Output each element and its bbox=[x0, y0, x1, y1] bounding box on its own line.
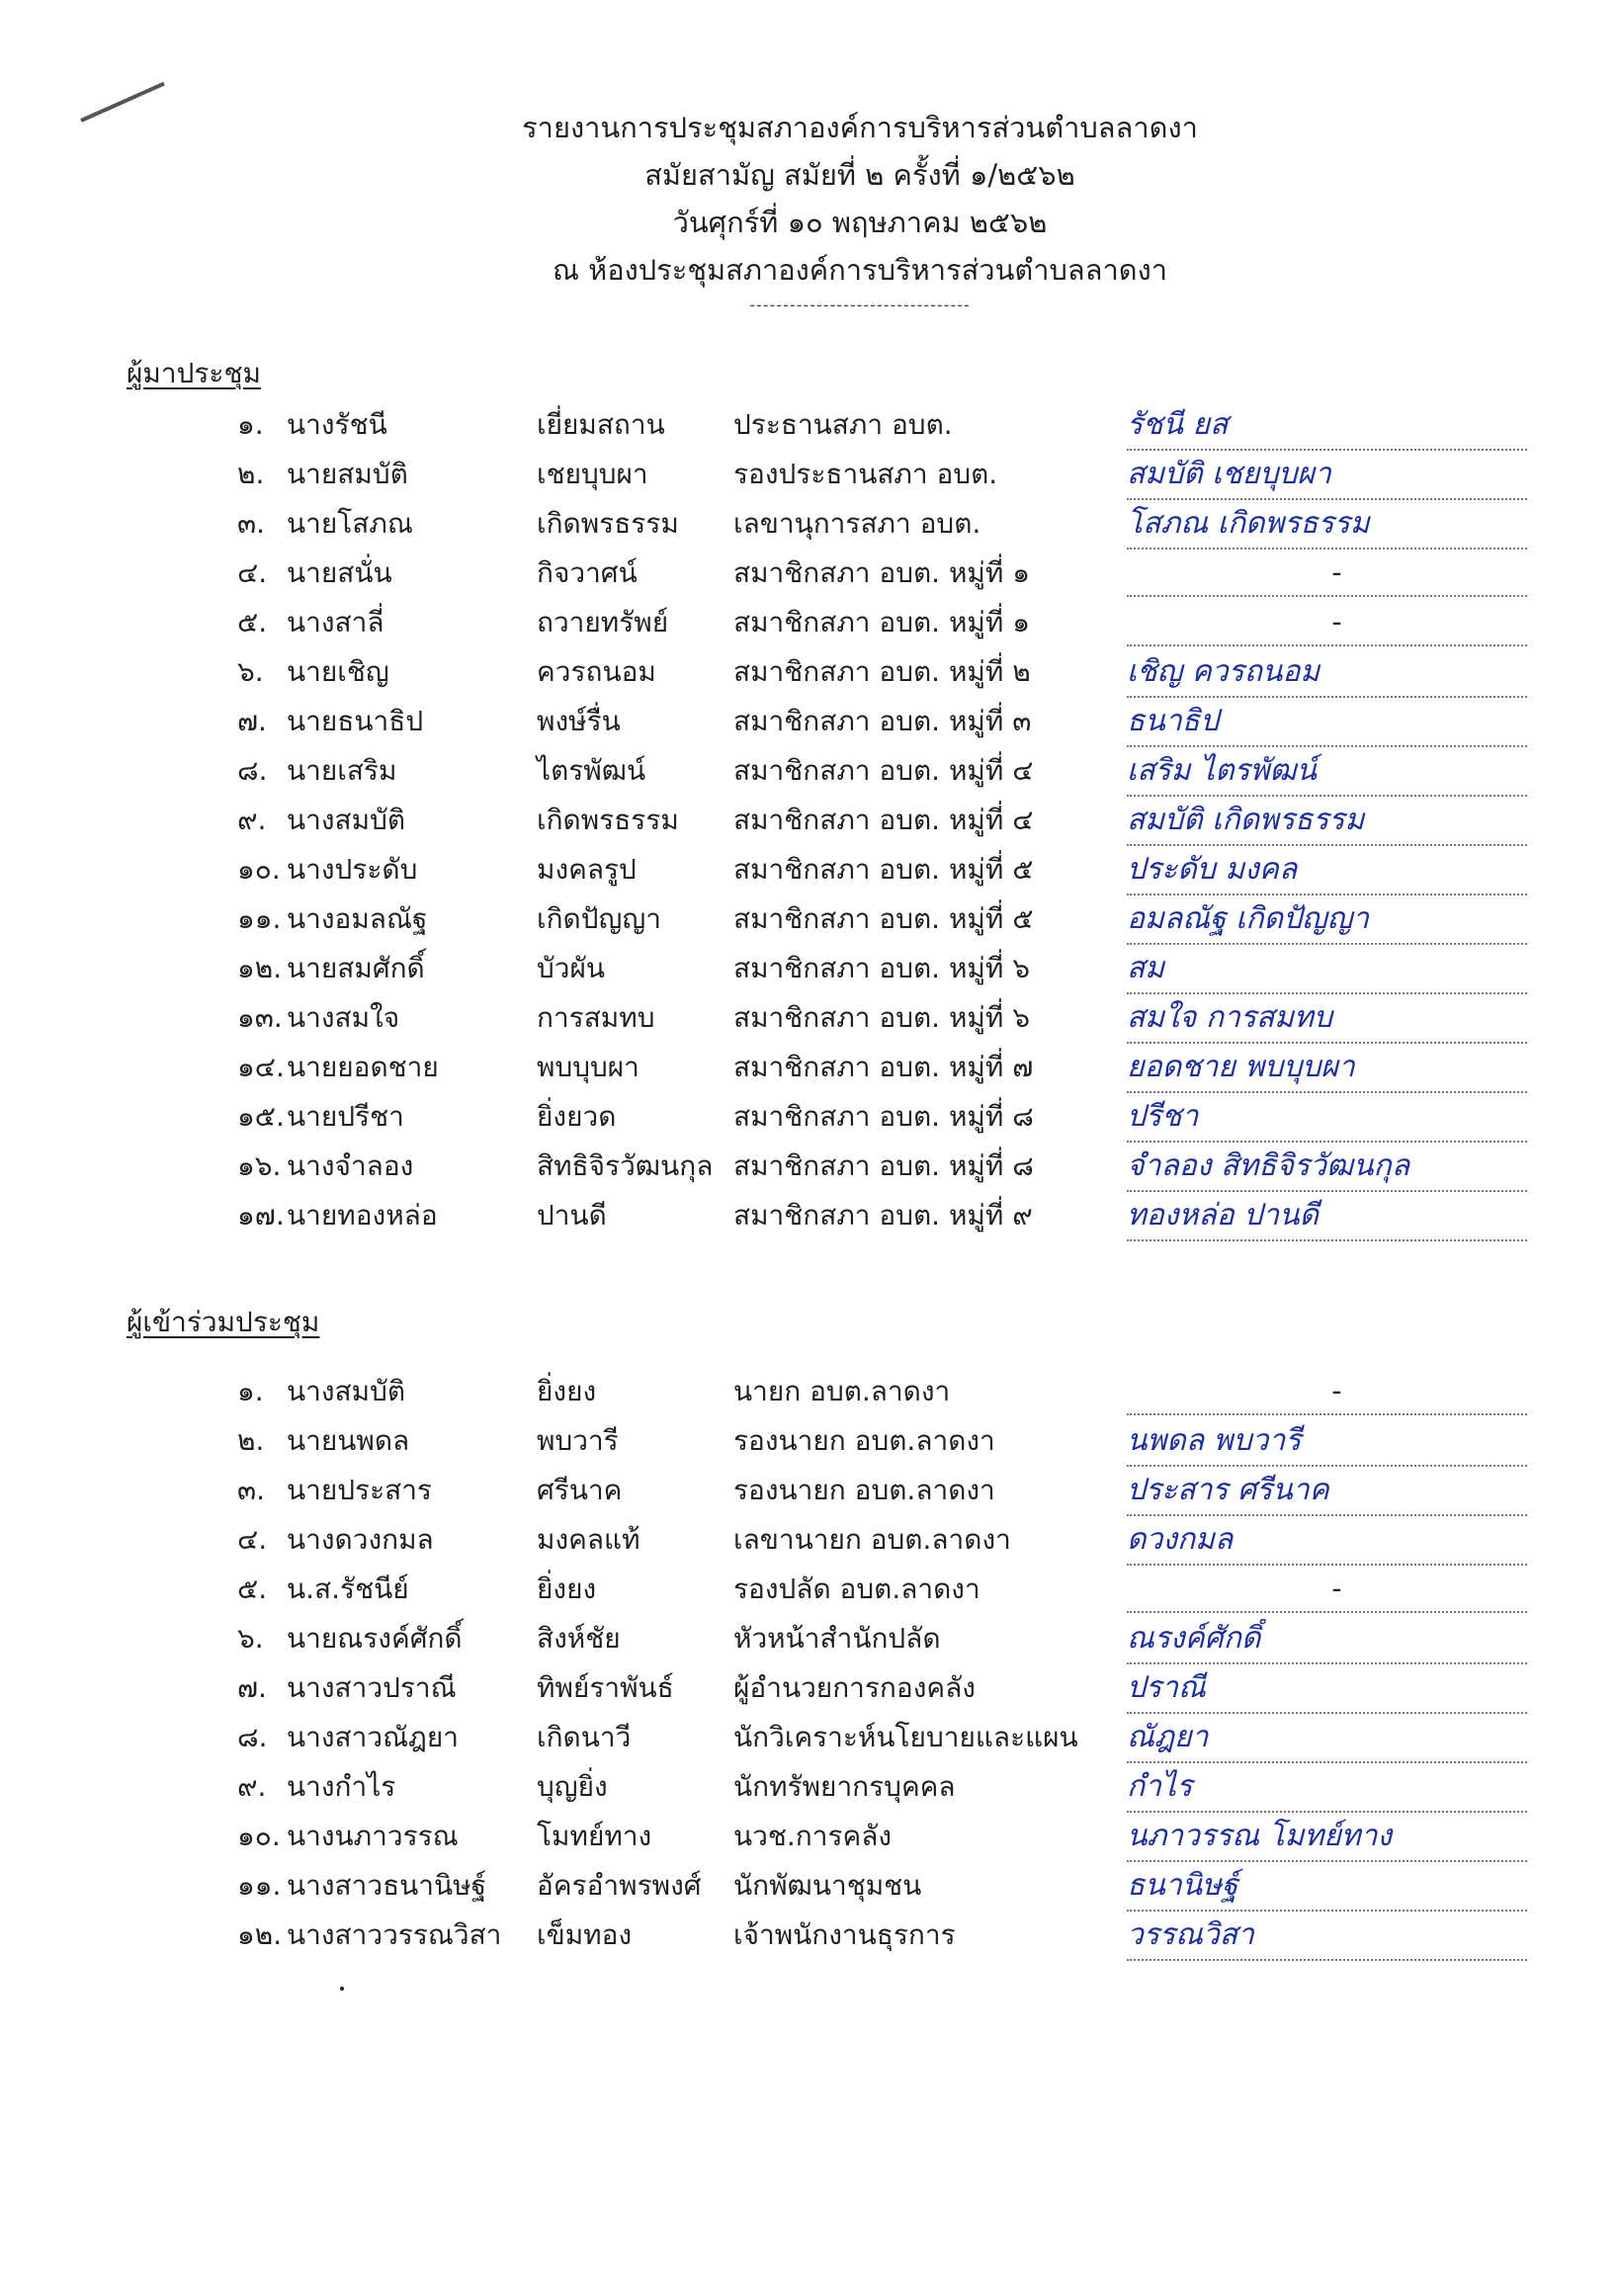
row-number: ๙. bbox=[237, 1770, 267, 1803]
first-name: นายนพดล bbox=[287, 1424, 410, 1457]
position: รองนายก อบต.ลาดงา bbox=[733, 1424, 995, 1457]
last-name: เชยบุบผา bbox=[537, 458, 648, 490]
header-date: วันศุกร์ที่ ๑๐ พฤษภาคม ๒๕๖๒ bbox=[672, 206, 1048, 239]
position: สมาชิกสภา อบต. หมู่ที่ ๖ bbox=[733, 952, 1031, 984]
row-number: ๒. bbox=[237, 458, 265, 490]
header-title: รายงานการประชุมสภาองค์การบริหารส่วนตำบลลาดงา bbox=[522, 111, 1198, 144]
table-row bbox=[0, 949, 1619, 998]
last-name: กิจวาศน์ bbox=[537, 556, 638, 589]
row-number: ๘. bbox=[237, 754, 268, 787]
last-name: ควรถนอม bbox=[537, 655, 656, 688]
table-row bbox=[0, 1817, 1619, 1866]
header-rule: --------------------------------- bbox=[749, 296, 971, 314]
first-name: นายปรีชา bbox=[287, 1100, 404, 1133]
position: เลขานายก อบต.ลาดงา bbox=[733, 1523, 1011, 1556]
row-number: ๑๖. bbox=[237, 1149, 282, 1182]
row-number: ๓. bbox=[237, 507, 266, 540]
table-row bbox=[0, 455, 1619, 504]
last-name: เกิดปัญญา bbox=[537, 902, 661, 935]
first-name: นางประดับ bbox=[287, 853, 418, 886]
position: สมาชิกสภา อบต. หมู่ที่ ๗ bbox=[733, 1051, 1034, 1083]
signature: ประสาร ศรีนาค bbox=[1127, 1471, 1527, 1516]
first-name: นายเชิญ bbox=[287, 655, 389, 688]
table-row bbox=[0, 1520, 1619, 1570]
header-session: สมัยสามัญ สมัยที่ ๒ ครั้งที่ ๑/๒๕๖๒ bbox=[644, 158, 1075, 192]
first-name: นางสาวปราณี bbox=[287, 1671, 457, 1704]
first-name: นางรัชนี bbox=[287, 408, 387, 441]
position: สมาชิกสภา อบต. หมู่ที่ ๔ bbox=[733, 754, 1034, 787]
signature: เสริม ไตรพัฒน์ bbox=[1127, 751, 1527, 797]
position: นักวิเคราะห์นโยบายและแผน bbox=[733, 1721, 1078, 1753]
first-name: นางสมใจ bbox=[287, 1001, 400, 1034]
position: สมาชิกสภา อบต. หมู่ที่ ๘ bbox=[733, 1100, 1034, 1133]
table-row bbox=[0, 553, 1619, 603]
table-row bbox=[0, 603, 1619, 652]
row-number: ๖. bbox=[237, 1622, 264, 1655]
position: รองนายก อบต.ลาดงา bbox=[733, 1474, 995, 1506]
position: เจ้าพนักงานธุรการ bbox=[733, 1918, 956, 1951]
signature: ประดับ มงคล bbox=[1127, 850, 1527, 895]
table-row bbox=[0, 1570, 1619, 1619]
row-number: ๑๑. bbox=[237, 902, 282, 935]
signature: ยอดชาย พบบุบผา bbox=[1127, 1048, 1527, 1093]
last-name: อัครอำพรพงศ์ bbox=[537, 1869, 702, 1902]
last-name: เยี่ยมสถาน bbox=[537, 408, 665, 441]
last-name: พบบุบผา bbox=[537, 1051, 639, 1083]
last-name: พบวารี bbox=[537, 1424, 619, 1457]
last-name: บัวผัน bbox=[537, 952, 606, 984]
position: ประธานสภา อบต. bbox=[733, 408, 953, 441]
first-name: นางสมบัติ bbox=[287, 1375, 406, 1407]
row-number: ๒. bbox=[237, 1424, 265, 1457]
table-row bbox=[0, 405, 1619, 455]
first-name: นางสมบัติ bbox=[287, 804, 406, 836]
signature: ดวงกมล bbox=[1127, 1520, 1527, 1566]
row-number: ๑๐. bbox=[237, 853, 281, 886]
table-row bbox=[0, 1471, 1619, 1520]
first-name: นางจำลอง bbox=[287, 1149, 414, 1182]
signature: อมลณัฐ เกิดปัญญา bbox=[1127, 899, 1527, 945]
signature: ธนาธิป bbox=[1127, 702, 1527, 747]
table-row bbox=[0, 1147, 1619, 1196]
row-number: ๑๔. bbox=[237, 1051, 285, 1083]
position: สมาชิกสภา อบต. หมู่ที่ ๒ bbox=[733, 655, 1031, 688]
table-row bbox=[0, 1718, 1619, 1767]
row-number: ๘. bbox=[237, 1721, 268, 1753]
row-number: ๙. bbox=[237, 804, 267, 836]
first-name: นายธนาธิป bbox=[287, 705, 424, 737]
position: รองประธานสภา อบต. bbox=[733, 458, 998, 490]
table-row bbox=[0, 751, 1619, 801]
last-name: การสมทบ bbox=[537, 1001, 655, 1034]
last-name: เกิดพรธรรม bbox=[537, 804, 679, 836]
first-name: นางสาววรรณวิสา bbox=[287, 1918, 502, 1951]
table-row bbox=[0, 1866, 1619, 1915]
first-name: นางนภาวรรณ bbox=[287, 1820, 459, 1852]
first-name: นายทองหล่อ bbox=[287, 1199, 438, 1232]
signature: สม bbox=[1127, 949, 1527, 994]
report-header bbox=[0, 104, 1619, 325]
participants-title: ผู้เข้าร่วมประชุม bbox=[127, 1306, 320, 1338]
position: เลขานุการสภา อบต. bbox=[733, 507, 981, 540]
position: สมาชิกสภา อบต. หมู่ที่ ๔ bbox=[733, 804, 1034, 836]
signature: นพดล พบวารี bbox=[1127, 1421, 1527, 1467]
row-number: ๔. bbox=[237, 1523, 268, 1556]
table-row bbox=[0, 1668, 1619, 1718]
first-name: นางสาวณัฎยา bbox=[287, 1721, 459, 1753]
position: สมาชิกสภา อบต. หมู่ที่ ๙ bbox=[733, 1199, 1033, 1232]
table-row bbox=[0, 850, 1619, 899]
row-number: ๗. bbox=[237, 1671, 267, 1704]
row-number: ๑. bbox=[237, 1375, 264, 1407]
first-name: นายยอดชาย bbox=[287, 1051, 439, 1083]
signature: ธนานิษฐ์ bbox=[1127, 1866, 1527, 1912]
signature: - bbox=[1127, 1570, 1527, 1613]
signature: กำไร bbox=[1127, 1767, 1527, 1813]
signature: ณัฎยา bbox=[1127, 1718, 1527, 1763]
signature: ปรีชา bbox=[1127, 1097, 1527, 1143]
signature: วรรณวิสา bbox=[1127, 1915, 1527, 1961]
table-row bbox=[0, 1421, 1619, 1471]
row-number: ๑๗. bbox=[237, 1199, 285, 1232]
last-name: ทิพย์ราพันธ์ bbox=[537, 1671, 674, 1704]
table-row bbox=[0, 801, 1619, 850]
table-row bbox=[0, 652, 1619, 702]
table-row bbox=[0, 998, 1619, 1048]
first-name: นางกำไร bbox=[287, 1770, 396, 1803]
first-name: นายประสาร bbox=[287, 1474, 432, 1506]
last-name: ยิ่งยวด bbox=[537, 1100, 617, 1133]
position: สมาชิกสภา อบต. หมู่ที่ ๕ bbox=[733, 902, 1034, 935]
signature: - bbox=[1127, 553, 1527, 597]
last-name: เกิดนาวี bbox=[537, 1721, 632, 1753]
last-name: บุญยิ่ง bbox=[537, 1770, 608, 1803]
last-name: สิทธิจิรวัฒนกุล bbox=[537, 1149, 714, 1182]
table-row bbox=[0, 1196, 1619, 1245]
position: สมาชิกสภา อบต. หมู่ที่ ๑ bbox=[733, 606, 1031, 638]
signature: - bbox=[1127, 1372, 1527, 1415]
stray-dot bbox=[340, 1987, 344, 1991]
last-name: ปานดี bbox=[537, 1199, 607, 1232]
row-number: ๓. bbox=[237, 1474, 266, 1506]
table-row bbox=[0, 1372, 1619, 1421]
last-name: เกิดพรธรรม bbox=[537, 507, 679, 540]
first-name: นางอมลณัฐ bbox=[287, 902, 428, 935]
row-number: ๑๒. bbox=[237, 1918, 283, 1951]
first-name: นายสมบัติ bbox=[287, 458, 408, 490]
row-number: ๑๒. bbox=[237, 952, 283, 984]
position: สมาชิกสภา อบต. หมู่ที่ ๖ bbox=[733, 1001, 1031, 1034]
first-name: น.ส.รัชนีย์ bbox=[287, 1573, 409, 1605]
signature: โสภณ เกิดพรธรรม bbox=[1127, 504, 1527, 550]
first-name: นายณรงค์ศักดิ์ bbox=[287, 1622, 463, 1655]
first-name: นายสนั่น bbox=[287, 556, 392, 589]
signature: รัชนี ยส bbox=[1127, 405, 1527, 451]
first-name: นางดวงกมล bbox=[287, 1523, 434, 1556]
table-row bbox=[0, 1619, 1619, 1668]
position: สมาชิกสภา อบต. หมู่ที่ ๘ bbox=[733, 1149, 1034, 1182]
last-name: ถวายทรัพย์ bbox=[537, 606, 669, 638]
last-name: พงษ์รื่น bbox=[537, 705, 621, 737]
first-name: นายโสภณ bbox=[287, 507, 413, 540]
last-name: ยิ่งยง bbox=[537, 1573, 597, 1605]
signature: - bbox=[1127, 603, 1527, 646]
row-number: ๔. bbox=[237, 556, 268, 589]
last-name: ไตรพัฒน์ bbox=[537, 754, 646, 787]
table-row bbox=[0, 1097, 1619, 1147]
table-row bbox=[0, 1048, 1619, 1097]
first-name: นางสาวธนานิษฐ์ bbox=[287, 1869, 487, 1902]
row-number: ๑๕. bbox=[237, 1100, 285, 1133]
attendees-title: ผู้มาประชุม bbox=[127, 357, 261, 389]
table-row bbox=[0, 1915, 1619, 1965]
last-name: มงคลรูป bbox=[537, 853, 637, 886]
first-name: นายเสริม bbox=[287, 754, 397, 787]
position: สมาชิกสภา อบต. หมู่ที่ ๕ bbox=[733, 853, 1034, 886]
table-row bbox=[0, 504, 1619, 553]
signature: สมใจ การสมทบ bbox=[1127, 998, 1527, 1044]
position: รองปลัด อบต.ลาดงา bbox=[733, 1573, 980, 1605]
signature: ทองหล่อ ปานดี bbox=[1127, 1196, 1527, 1241]
signature: ปราณี bbox=[1127, 1668, 1527, 1714]
row-number: ๑๐. bbox=[237, 1820, 281, 1852]
table-row bbox=[0, 1767, 1619, 1817]
row-number: ๑๓. bbox=[237, 1001, 283, 1034]
position: หัวหน้าสำนักปลัด bbox=[733, 1622, 941, 1655]
last-name: โมทย์ทาง bbox=[537, 1820, 652, 1852]
position: นายก อบต.ลาดงา bbox=[733, 1375, 951, 1407]
last-name: ยิ่งยง bbox=[537, 1375, 597, 1407]
signature: สมบัติ เชยบุบผา bbox=[1127, 455, 1527, 500]
header-venue: ณ ห้องประชุมสภาองค์การบริหารส่วนตำบลลาดงา bbox=[552, 253, 1168, 287]
signature: สมบัติ เกิดพรธรรม bbox=[1127, 801, 1527, 846]
first-name: นางสาลี่ bbox=[287, 606, 384, 638]
table-row bbox=[0, 702, 1619, 751]
last-name: มงคลแท้ bbox=[537, 1523, 640, 1556]
signature: นภาวรรณ โมทย์ทาง bbox=[1127, 1817, 1527, 1862]
position: ผู้อำนวยการกองคลัง bbox=[733, 1671, 976, 1704]
row-number: ๑๑. bbox=[237, 1869, 282, 1902]
row-number: ๗. bbox=[237, 705, 267, 737]
row-number: ๕. bbox=[237, 1573, 268, 1605]
last-name: สิงห์ชัย bbox=[537, 1622, 621, 1655]
table-row bbox=[0, 899, 1619, 949]
last-name: ศรีนาค bbox=[537, 1474, 623, 1506]
row-number: ๑. bbox=[237, 408, 264, 441]
first-name: นายสมศักดิ์ bbox=[287, 952, 425, 984]
position: สมาชิกสภา อบต. หมู่ที่ ๓ bbox=[733, 705, 1032, 737]
last-name: เข็มทอง bbox=[537, 1918, 633, 1951]
position: สมาชิกสภา อบต. หมู่ที่ ๑ bbox=[733, 556, 1031, 589]
position: นวช.การคลัง bbox=[733, 1820, 893, 1852]
signature: จำลอง สิทธิจิรวัฒนกุล bbox=[1127, 1147, 1527, 1192]
row-number: ๖. bbox=[237, 655, 264, 688]
signature: เชิญ ควรถนอม bbox=[1127, 652, 1527, 698]
position: นักพัฒนาชุมชน bbox=[733, 1869, 922, 1902]
signature: ณรงค์ศักดิ์ bbox=[1127, 1619, 1527, 1664]
position: นักทรัพยากรบุคคล bbox=[733, 1770, 956, 1803]
row-number: ๕. bbox=[237, 606, 268, 638]
